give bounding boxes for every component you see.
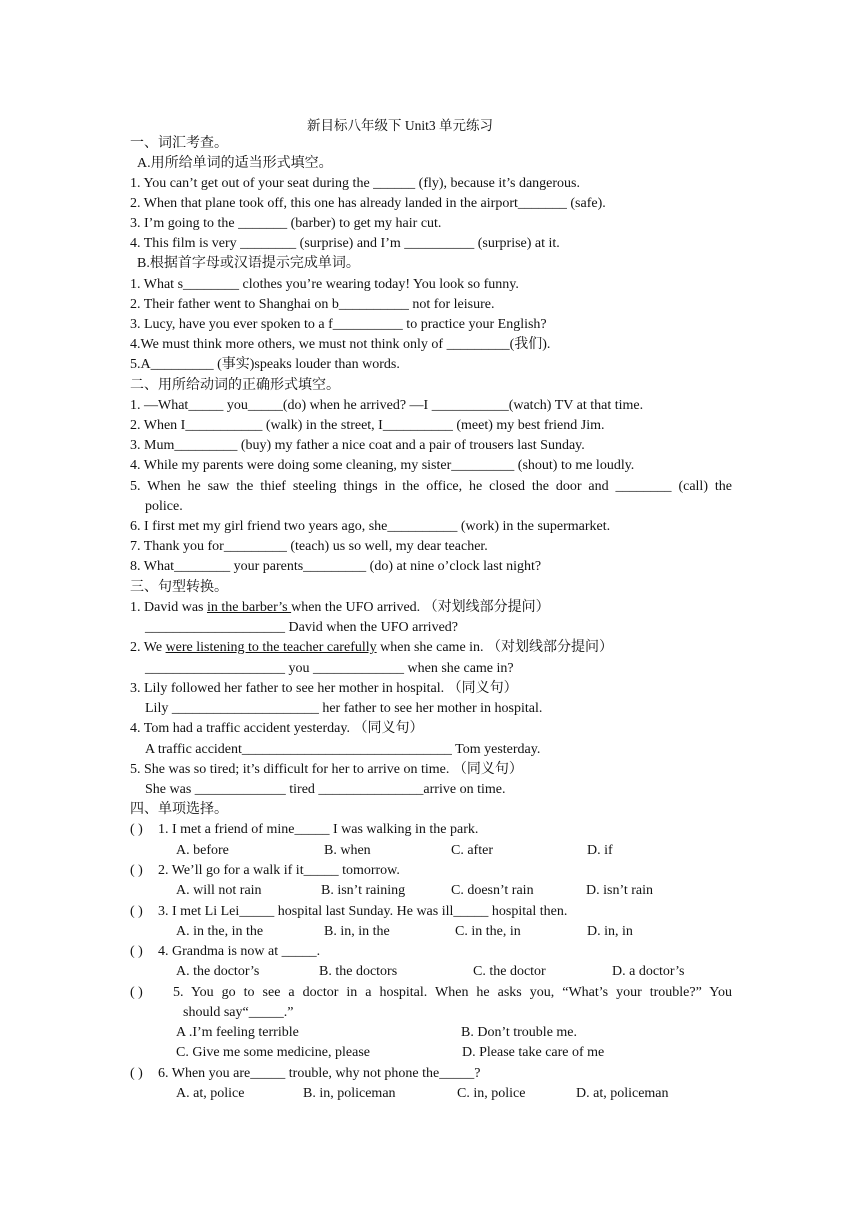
verb-item-5-cont: police.: [145, 499, 183, 514]
transform-item-2-answer: ____________________ you _____________ when she came in?: [145, 661, 514, 676]
transform-item-2-underline: were listening to the teacher carefully: [165, 640, 377, 655]
section-4-heading: 四、单项选择。: [130, 802, 228, 817]
mc-3-option-a: A. in the, in the: [176, 924, 264, 939]
mc-5-option-d: D. Please take care of me: [462, 1045, 605, 1060]
mc-6-option-d: D. at, policeman: [576, 1086, 669, 1101]
section-1-heading: 一、词汇考查。: [130, 136, 228, 151]
verb-item-7: 7. Thank you for_________ (teach) us so well, my dear teacher.: [130, 539, 488, 554]
verb-item-1: 1. —What_____ you_____(do) when he arrived? —I ___________(watch) TV at that time.: [130, 398, 644, 413]
answer-paren-5: ( ): [130, 985, 143, 1000]
transform-item-1-underline: in the barber’s: [207, 600, 292, 615]
transform-item-3-answer: Lily _____________________ her father to see her mother in hospital.: [145, 701, 543, 716]
transform-item-1: [130, 598, 740, 618]
verb-item-8: 8. What________ your parents_________ (do) at nine o’clock last night?: [130, 559, 542, 574]
mc-question-5-cont: should say“_____.”: [183, 1005, 294, 1020]
vocab-b-item-4: 4.We must think more others, we must not think only of _________(我们).: [130, 337, 551, 352]
mc-2-option-a: A. will not rain: [176, 883, 262, 898]
vocab-b-item-1: 1. What s________ clothes you’re wearing today! You look so funny.: [130, 277, 519, 292]
answer-paren-1: ( ): [130, 822, 143, 837]
mc-4-option-b: B. the doctors: [319, 964, 398, 979]
verb-item-6: 6. I first met my girl friend two years ago, she__________ (work) in the supermarket.: [130, 519, 611, 534]
mc-1-option-c: C. after: [451, 843, 493, 858]
mc-3-option-b: B. in, in the: [324, 924, 390, 939]
transform-item-1-post: when the UFO arrived. （对划线部分提问）: [291, 600, 550, 615]
transform-item-5-answer: She was _____________ tired _______________arrive on time.: [145, 782, 506, 797]
vocab-a-item-3: 3. I’m going to the _______ (barber) to get my hair cut.: [130, 216, 442, 231]
transform-item-2-post: when she came in. （对划线部分提问）: [376, 640, 614, 655]
page-title: 新目标八年级下 Unit3 单元练习: [306, 118, 493, 133]
mc-4-option-a: A. the doctor’s: [176, 964, 260, 979]
verb-item-3: 3. Mum_________ (buy) my father a nice coat and a pair of trousers last Sunday.: [130, 438, 585, 453]
mc-question-3: 3. I met Li Lei_____ hospital last Sunday. He was ill_____ hospital then.: [158, 904, 568, 919]
transform-item-2: [130, 638, 740, 658]
answer-paren-4: ( ): [130, 944, 143, 959]
mc-question-4: 4. Grandma is now at _____.: [158, 944, 321, 959]
mc-5-option-a: A .I’m feeling terrible: [176, 1025, 299, 1040]
mc-6-option-b: B. in, policeman: [303, 1086, 396, 1101]
verb-item-5: 5. When he saw the thief steeling things in the office, he closed the door and ________ (call) the: [130, 479, 732, 494]
transform-item-4-answer: A traffic accident______________________________ Tom yesterday.: [145, 742, 541, 757]
mc-5-option-c: C. Give me some medicine, please: [176, 1045, 370, 1060]
transform-item-1-pre: 1. David was: [130, 600, 207, 615]
section-1a-heading: A.用所给单词的适当形式填空。: [137, 156, 333, 171]
mc-5-option-b: B. Don’t trouble me.: [461, 1025, 578, 1040]
transform-item-1-answer: ____________________ David when the UFO arrived?: [145, 620, 459, 635]
mc-1-option-a: A. before: [176, 843, 229, 858]
vocab-b-item-2: 2. Their father went to Shanghai on b__________ not for leisure.: [130, 297, 495, 312]
mc-question-2: 2. We’ll go for a walk if it_____ tomorrow.: [158, 863, 400, 878]
vocab-a-item-1: 1. You can’t get out of your seat during the ______ (fly), because it’s dangerous.: [130, 176, 580, 191]
vocab-a-item-4: 4. This film is very ________ (surprise) and I’m __________ (surprise) at it.: [130, 236, 560, 251]
mc-1-option-b: B. when: [324, 843, 371, 858]
section-2-heading: 二、用所给动词的正确形式填空。: [130, 378, 340, 393]
section-3-heading: 三、句型转换。: [130, 580, 228, 595]
mc-3-option-c: C. in the, in: [455, 924, 521, 939]
mc-question-5: 5. You go to see a doctor in a hospital. When he asks you, “What’s your trouble?” You: [173, 985, 732, 1000]
mc-3-option-d: D. in, in: [587, 924, 633, 939]
mc-6-option-c: C. in, police: [457, 1086, 526, 1101]
mc-1-option-d: D. if: [587, 843, 613, 858]
mc-6-option-a: A. at, police: [176, 1086, 245, 1101]
transform-item-3: 3. Lily followed her father to see her mother in hospital. （同义句）: [130, 681, 518, 696]
transform-item-2-pre: 2. We: [130, 640, 166, 655]
section-1b-heading: B.根据首字母或汉语提示完成单词。: [137, 256, 360, 271]
mc-question-6: 6. When you are_____ trouble, why not phone the_____?: [158, 1066, 481, 1081]
verb-item-4: 4. While my parents were doing some cleaning, my sister_________ (shout) to me loudly.: [130, 458, 635, 473]
answer-paren-3: ( ): [130, 904, 143, 919]
mc-question-1: 1. I met a friend of mine_____ I was walking in the park.: [158, 822, 479, 837]
transform-item-4: 4. Tom had a traffic accident yesterday. （同义句）: [130, 721, 424, 736]
vocab-b-item-3: 3. Lucy, have you ever spoken to a f__________ to practice your English?: [130, 317, 547, 332]
transform-item-5: 5. She was so tired; it’s difficult for her to arrive on time. （同义句）: [130, 762, 523, 777]
mc-4-option-c: C. the doctor: [473, 964, 546, 979]
mc-2-option-b: B. isn’t raining: [321, 883, 406, 898]
vocab-a-item-2: 2. When that plane took off, this one has already landed in the airport_______ (safe).: [130, 196, 606, 211]
mc-2-option-d: D. isn’t rain: [586, 883, 654, 898]
answer-paren-2: ( ): [130, 863, 143, 878]
mc-4-option-d: D. a doctor’s: [612, 964, 685, 979]
verb-item-2: 2. When I___________ (walk) in the street, I__________ (meet) my best friend Jim.: [130, 418, 605, 433]
vocab-b-item-5: 5.A_________ (事实)speaks louder than words.: [130, 357, 400, 372]
answer-paren-6: ( ): [130, 1066, 143, 1081]
mc-2-option-c: C. doesn’t rain: [451, 883, 534, 898]
